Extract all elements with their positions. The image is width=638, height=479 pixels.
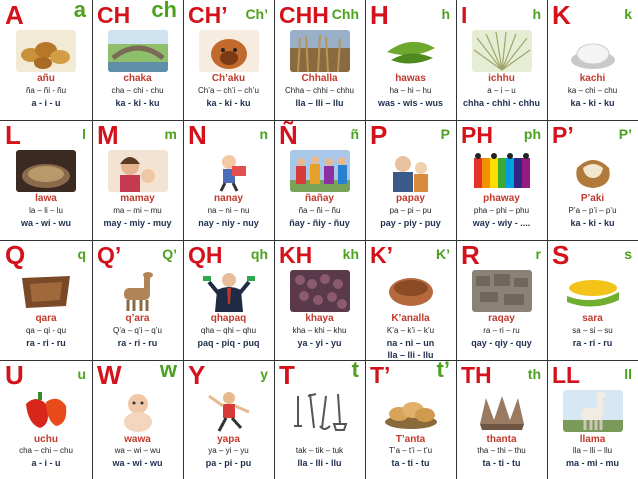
letter-lowercase: q — [77, 246, 86, 262]
letter-lowercase: h — [532, 6, 541, 22]
letter-card — [274, 0, 365, 120]
word-label: hawas — [395, 73, 426, 84]
letter-lowercase: kh — [342, 246, 359, 262]
word-label: T’anta — [395, 434, 426, 445]
letter-uppercase: K — [552, 0, 571, 30]
letter-uppercase: CH’ — [188, 2, 228, 28]
syllable-endings: wa - wi - wu — [112, 458, 163, 468]
letter-card — [547, 0, 638, 120]
letter-lowercase: l — [82, 126, 86, 142]
syllable-row: a – i – u — [487, 86, 516, 95]
letter-card — [365, 357, 456, 479]
syllable-endings: qay - qiy - quy — [471, 338, 532, 348]
illustration-image — [472, 390, 532, 432]
illustration-image — [381, 270, 441, 312]
word-label: papay — [396, 193, 425, 204]
letter-card — [0, 360, 92, 479]
letter-uppercase: H — [370, 0, 389, 30]
letter-lowercase: a — [73, 0, 86, 22]
syllable-row: tak – tik – tuk — [295, 446, 344, 455]
syllable-row: ya – yi – yu — [208, 446, 249, 455]
illustration-image — [16, 150, 76, 192]
letter-lowercase: w — [159, 357, 177, 382]
illustration-image — [16, 270, 76, 312]
letter-uppercase: Q — [5, 240, 26, 270]
syllable-row: pha – phi – phu — [473, 206, 530, 215]
word-label: llama — [579, 434, 606, 445]
syllable-row: pa – pi – pu — [389, 206, 432, 215]
word-label: phaway — [483, 193, 520, 204]
letter-lowercase: y — [260, 366, 268, 382]
word-label: khaya — [305, 313, 334, 324]
word-label: añu — [37, 73, 55, 84]
syllable-row: cha – chi - chu — [111, 86, 164, 95]
illustration-image — [472, 270, 532, 312]
letter-card — [365, 0, 456, 120]
letter-card — [274, 357, 365, 479]
illustration-image — [381, 30, 441, 72]
letter-lowercase: ph — [523, 126, 541, 142]
syllable-endings-extra: lla – lli - llu — [387, 350, 434, 360]
letter-uppercase: CHH — [279, 2, 329, 28]
letter-card — [183, 120, 274, 240]
illustration-image — [199, 390, 259, 432]
word-label: ichhu — [488, 73, 515, 84]
letter-uppercase: Q’ — [97, 242, 122, 268]
letter-uppercase: P’ — [552, 122, 574, 148]
letter-card — [456, 240, 547, 360]
syllable-row: ña – ñi – ñu — [298, 206, 341, 215]
syllable-endings: way - wiy - .... — [472, 218, 531, 228]
word-label: thanta — [486, 434, 517, 445]
syllable-row: Q’a – q’i – q’u — [113, 326, 162, 335]
syllable-row: ha – hi – hu — [389, 86, 432, 95]
letter-card — [92, 357, 183, 479]
letter-lowercase: u — [77, 366, 86, 382]
syllable-endings: paq - piq - puq — [197, 338, 260, 348]
syllable-endings: a - i - u — [31, 98, 61, 108]
illustration-image — [563, 270, 623, 312]
letter-lowercase: ñ — [350, 126, 359, 142]
syllable-row: Ch’a – ch’i – ch’u — [198, 86, 259, 95]
letter-card — [547, 360, 638, 479]
syllable-endings: ra - ri - ru — [26, 338, 66, 348]
syllable-endings: ñay - ñiy - ñuy — [289, 218, 350, 228]
letter-lowercase: t’ — [436, 357, 450, 382]
letter-uppercase: T’ — [370, 362, 391, 388]
word-label: yapa — [217, 434, 240, 445]
letter-card — [92, 120, 183, 240]
letter-lowercase: Q’ — [162, 246, 177, 262]
letter-uppercase: Y — [188, 360, 206, 390]
illustration-image — [381, 390, 441, 432]
letter-lowercase: m — [164, 126, 177, 142]
letter-card — [365, 120, 456, 240]
syllable-endings: a - i - u — [31, 458, 61, 468]
word-label: sara — [582, 313, 603, 324]
letter-card — [456, 360, 547, 479]
syllable-row: la – li – lu — [29, 206, 63, 215]
word-label: Chhalla — [301, 73, 338, 84]
letter-card — [0, 120, 92, 240]
word-label: q’ara — [125, 313, 150, 324]
illustration-image — [563, 150, 623, 192]
letter-card — [274, 120, 365, 240]
syllable-endings: pay - piy - puy — [380, 218, 441, 228]
illustration-image — [16, 390, 76, 432]
letter-card — [183, 0, 274, 120]
word-label: P’aki — [580, 193, 605, 204]
letter-uppercase: R — [461, 240, 480, 270]
letter-lowercase: P’ — [618, 126, 632, 142]
illustration-image — [381, 150, 441, 192]
syllable-row: Chha – chhi – chhu — [285, 86, 354, 95]
letter-uppercase: CH — [97, 2, 131, 28]
letter-uppercase: L — [5, 120, 21, 150]
letter-uppercase: TH — [461, 362, 492, 388]
letter-lowercase: ll — [624, 366, 632, 382]
letter-lowercase: K’ — [436, 246, 450, 262]
letter-uppercase: Ñ — [279, 120, 298, 150]
word-label: K’analla — [391, 313, 430, 324]
syllable-endings: wa - wi - wu — [20, 218, 71, 228]
syllable-row: T’a – t’i – t’u — [388, 446, 433, 455]
illustration-image — [108, 390, 168, 432]
letter-card — [183, 360, 274, 479]
letter-uppercase: T — [279, 360, 295, 390]
word-label: wawa — [124, 434, 151, 445]
syllable-endings: was - wis - wus — [377, 98, 444, 108]
letter-uppercase: QH — [188, 242, 223, 268]
syllable-endings: ra - ri - ru — [572, 338, 613, 348]
letter-lowercase: k — [624, 6, 632, 22]
letter-uppercase: U — [5, 360, 24, 390]
letter-lowercase: P — [440, 126, 450, 142]
letter-lowercase: n — [259, 126, 268, 142]
letter-uppercase: K’ — [370, 242, 393, 268]
syllable-endings: pa - pi - pu — [205, 458, 252, 468]
word-label: chaka — [123, 73, 152, 84]
syllable-endings: may - miy - muy — [103, 218, 172, 228]
illustration-image — [199, 30, 259, 72]
letter-card — [456, 0, 547, 120]
letter-uppercase: N — [188, 120, 207, 150]
illustration-image — [108, 150, 168, 192]
letter-card — [0, 240, 92, 360]
syllable-endings: ya - yi - yu — [297, 338, 342, 348]
word-label: uchu — [34, 434, 58, 445]
syllable-row: ra – ri – ru — [483, 326, 520, 335]
letter-lowercase: t — [351, 357, 359, 382]
letter-card — [92, 0, 183, 120]
syllable-row: wa – wi – wu — [114, 446, 161, 455]
letter-lowercase: Ch’ — [245, 6, 268, 22]
word-label: ñañay — [305, 193, 334, 204]
letter-uppercase: P — [370, 120, 388, 150]
illustration-image — [290, 270, 350, 312]
illustration-image — [290, 390, 350, 432]
syllable-endings: chha - chhi - chhu — [462, 98, 540, 108]
word-label: qhapaq — [210, 313, 247, 324]
illustration-image — [563, 390, 623, 432]
illustration-image — [472, 30, 532, 72]
illustration-image — [290, 150, 350, 192]
syllable-row: ka – chi – chu — [567, 86, 618, 95]
syllable-row: cha – chi – chu — [19, 446, 73, 455]
illustration-image — [199, 270, 259, 312]
letter-card — [92, 240, 183, 360]
syllable-row: lla – lli – llu — [572, 446, 613, 455]
syllable-endings: ta - ti - tu — [482, 458, 521, 468]
letter-uppercase: PH — [461, 122, 493, 148]
syllable-endings: lla - lli - llu — [297, 458, 342, 468]
illustration-image — [16, 30, 76, 72]
syllable-row: na – ni – nu — [207, 206, 250, 215]
letter-uppercase: I — [461, 2, 468, 28]
letter-uppercase: W — [97, 360, 122, 390]
illustration-image — [199, 150, 259, 192]
syllable-row: K’a – k’i – k’u — [386, 326, 435, 335]
syllable-row: kha – khi – khu — [292, 326, 347, 335]
syllable-endings: lla – lli – llu — [295, 98, 344, 108]
letter-lowercase: h — [441, 6, 450, 22]
letter-lowercase: r — [535, 246, 541, 262]
illustration-image — [472, 150, 532, 192]
word-label: qara — [35, 313, 57, 324]
syllable-row: qha – qhi – qhu — [200, 326, 257, 335]
word-label: nanay — [214, 193, 243, 204]
syllable-row: ña – ñi - ñu — [25, 86, 67, 95]
letter-lowercase: s — [624, 246, 632, 262]
syllable-row: ma – mi – mu — [113, 206, 162, 215]
letter-uppercase: LL — [552, 362, 581, 388]
syllable-row: qa – qi - qu — [25, 326, 67, 335]
illustration-image — [290, 30, 350, 72]
word-label: Ch’aku — [211, 73, 246, 84]
letter-uppercase: S — [552, 240, 570, 270]
illustration-image — [108, 270, 168, 312]
letter-card — [547, 120, 638, 240]
syllable-endings: nay - niy - nuy — [198, 218, 259, 228]
syllable-endings: na - ni – un — [386, 338, 435, 348]
word-label: lawa — [35, 193, 57, 204]
syllable-endings: ma - mi - mu — [565, 458, 619, 468]
word-label: raqay — [488, 313, 515, 324]
letter-card — [0, 0, 92, 120]
letter-card — [274, 240, 365, 360]
syllable-endings: ka - ki - ku — [570, 218, 615, 228]
letter-uppercase: KH — [279, 242, 313, 268]
letter-lowercase: ch — [151, 0, 177, 22]
syllable-row: P’a – p’i – p’u — [568, 206, 617, 215]
word-label: kachi — [579, 73, 606, 84]
illustration-image — [563, 30, 623, 72]
letter-lowercase: qh — [250, 246, 268, 262]
letter-card — [365, 240, 456, 360]
syllable-endings: ta - ti - tu — [391, 458, 430, 468]
syllable-row: tha – thi – thu — [477, 446, 526, 455]
letter-uppercase: M — [97, 120, 119, 150]
letter-uppercase: A — [5, 0, 24, 30]
illustration-image — [108, 30, 168, 72]
syllable-endings: ra - ri - ru — [117, 338, 158, 348]
syllable-row: sa – si – su — [572, 326, 613, 335]
letter-card — [456, 120, 547, 240]
letter-card — [547, 240, 638, 360]
letter-card — [183, 240, 274, 360]
letter-lowercase: Chh — [331, 6, 359, 22]
letter-lowercase: th — [527, 366, 541, 382]
word-label: mamay — [120, 193, 155, 204]
syllable-endings: ka - ki - ku — [115, 98, 160, 108]
syllable-endings: ka - ki - ku — [570, 98, 615, 108]
syllable-endings: ka - ki - ku — [206, 98, 251, 108]
